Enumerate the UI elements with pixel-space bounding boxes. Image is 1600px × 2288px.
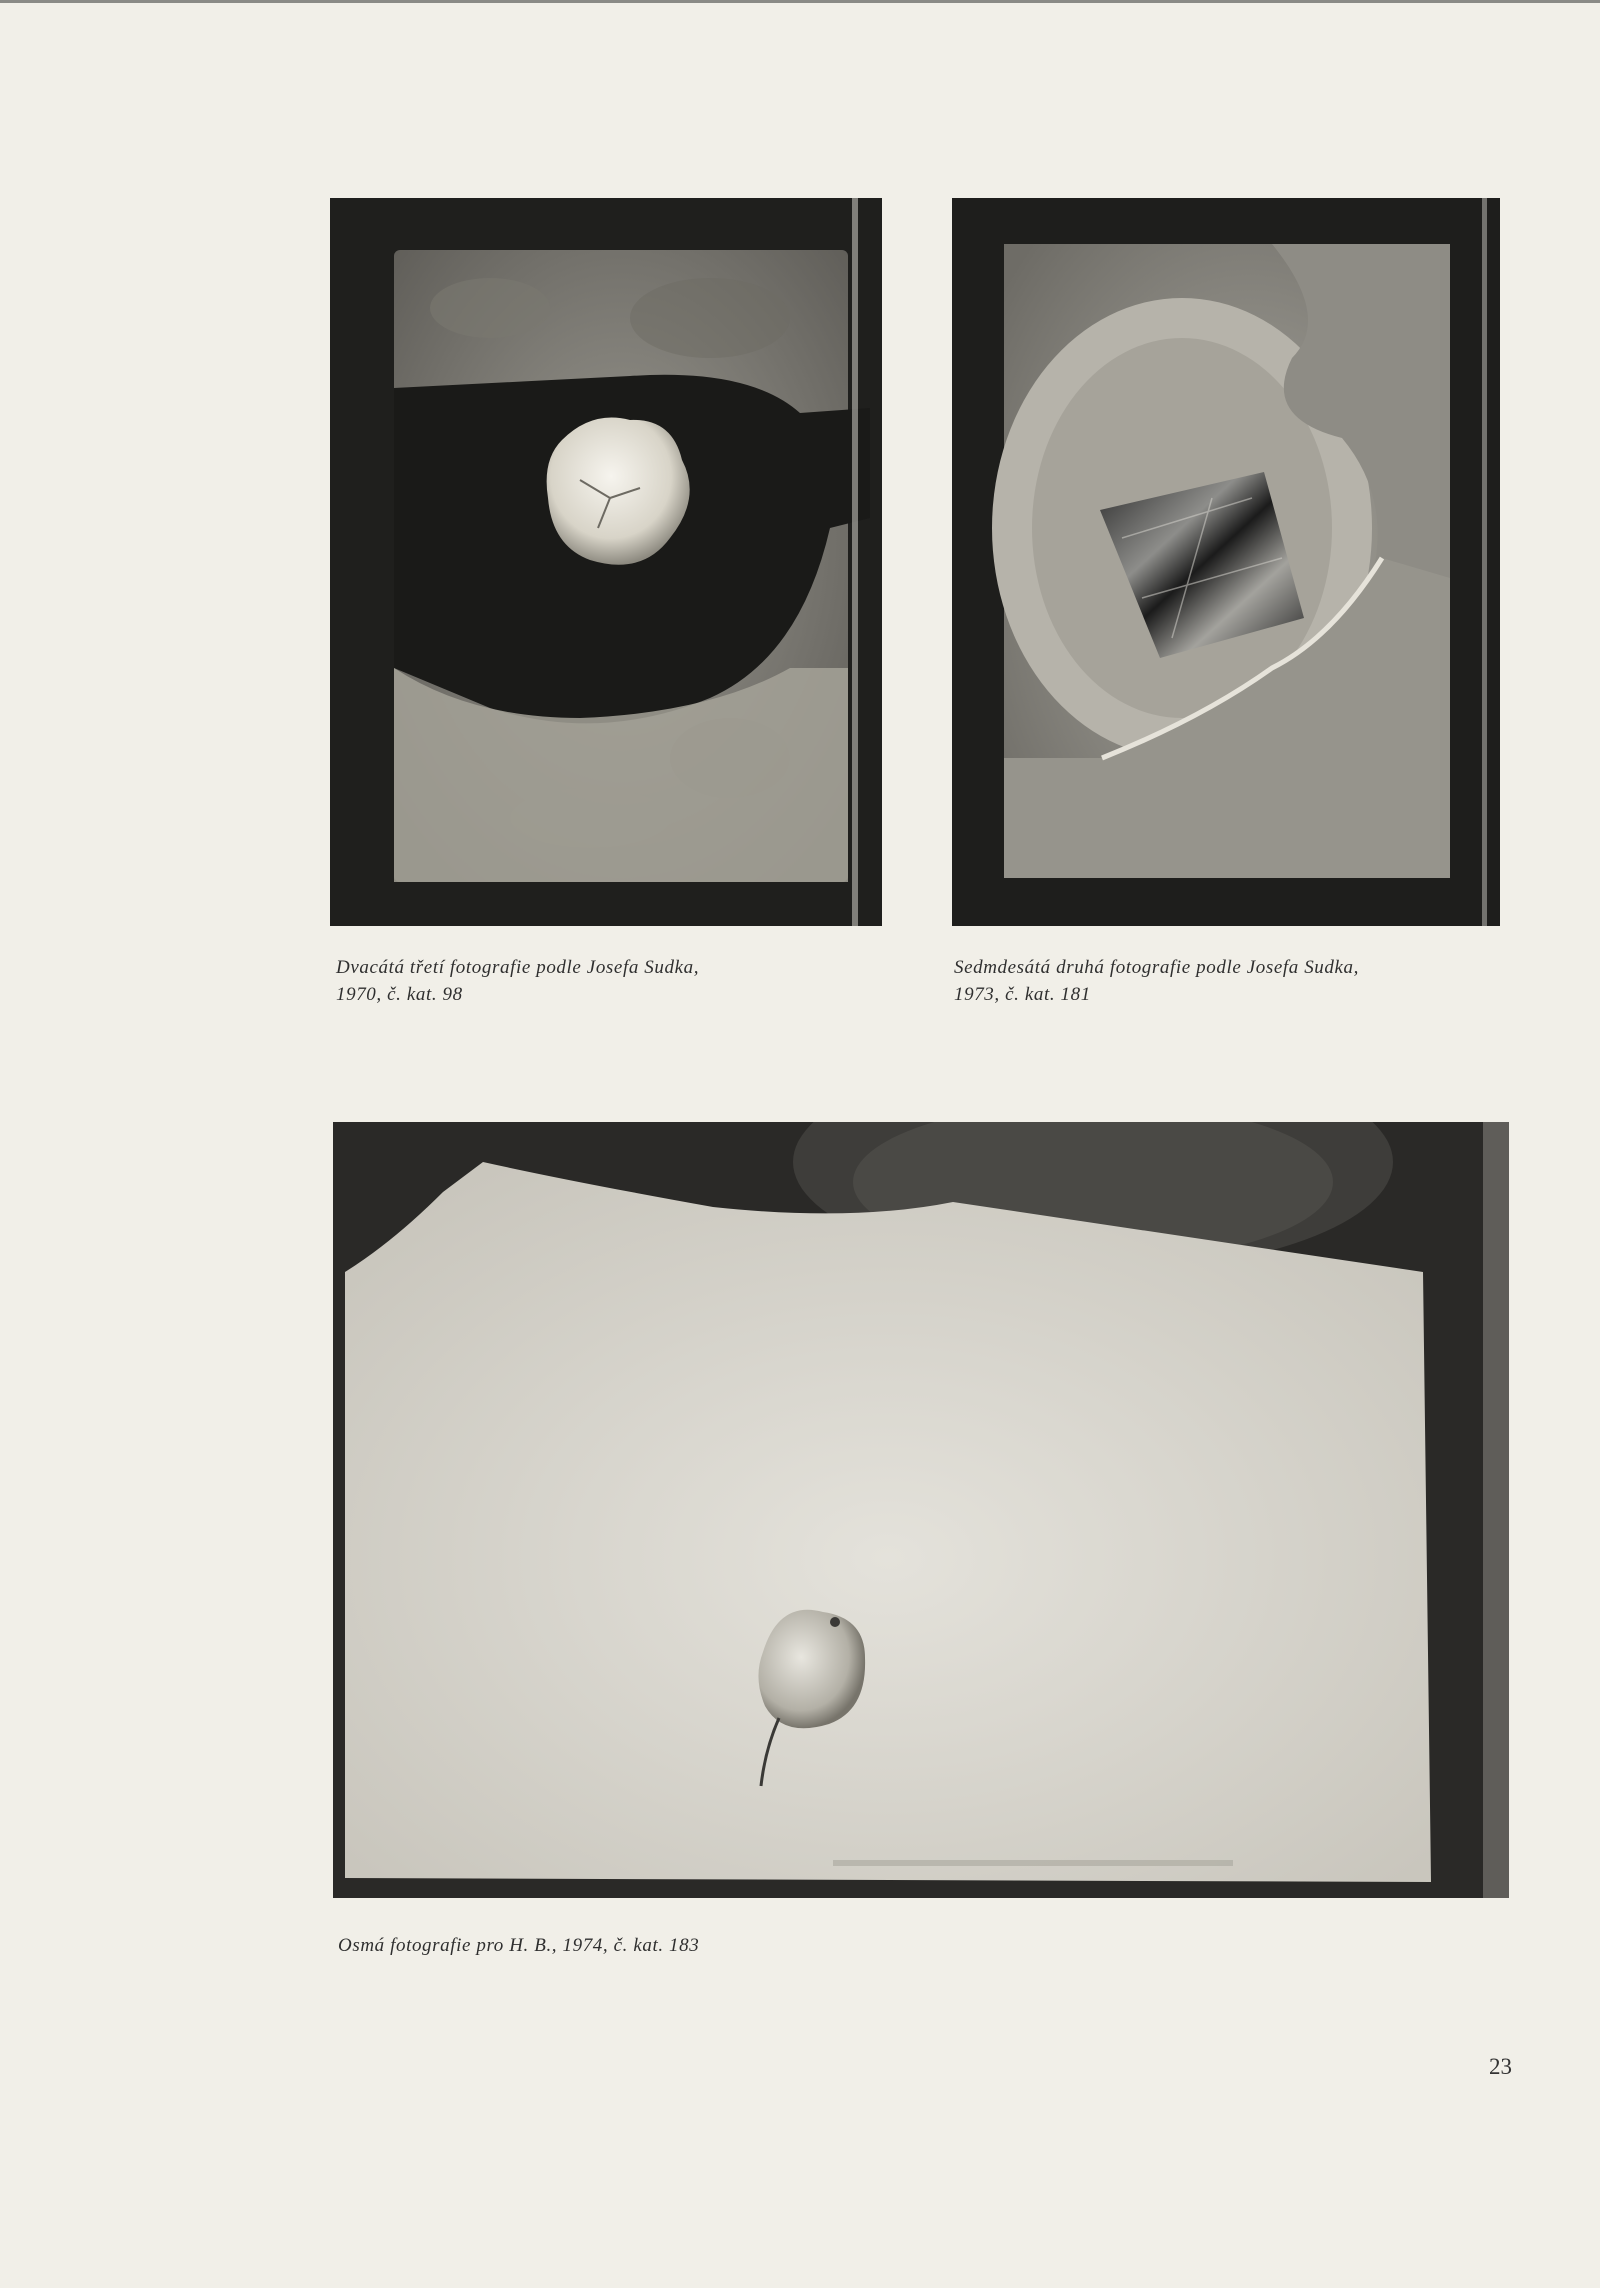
photo-foil-on-broken-plate bbox=[952, 198, 1500, 926]
caption-photo-2 bbox=[954, 954, 1554, 1008]
caption-photo-3-line-1: Osmá fotografie pro H. B., 1974, č. kat. 183 bbox=[338, 1935, 700, 1956]
caption-photo-1-line-2: 1970, č. kat. 98 bbox=[336, 984, 463, 1005]
caption-photo-1 bbox=[336, 954, 896, 1008]
caption-photo-2-line-2: 1973, č. kat. 181 bbox=[954, 984, 1091, 1005]
caption-photo-2-line-1: Sedmdesátá druhá fotografie podle Josefa Sudka, bbox=[954, 957, 1359, 978]
caption-photo-3 bbox=[338, 1932, 1238, 1959]
page-edge-line bbox=[0, 0, 1600, 3]
caption-photo-1-line-1: Dvacátá třetí fotografie podle Josefa Sudka, bbox=[336, 957, 700, 978]
photo-apple-on-plate bbox=[330, 198, 882, 926]
page-number: 23 bbox=[1489, 2054, 1512, 2079]
photo-pear-on-paper bbox=[333, 1122, 1509, 1898]
